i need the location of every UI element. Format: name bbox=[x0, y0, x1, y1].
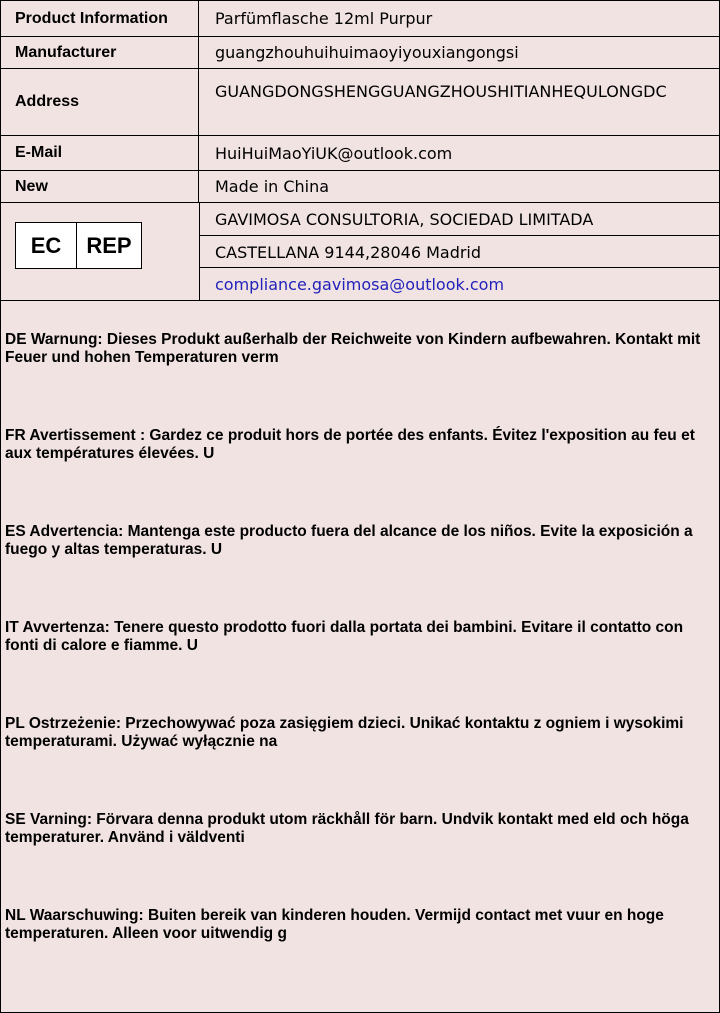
warning-pl: PL Ostrzeżenie: Przechowywać poza zasięgiem dzieci. Unikać kontaktu z ogniem i wysokimi temperaturami. Używać wyłącznie na bbox=[5, 715, 684, 750]
warning-nl: NL Waarschuwing: Buiten bereik van kinderen houden. Vermijd contact met vuur en hoge temperaturen. Alleen voor uitwendig g bbox=[5, 907, 664, 942]
manufacturer-row bbox=[1, 37, 719, 69]
ec-rep-company: GAVIMOSA CONSULTORIA, SOCIEDAD LIMITADA bbox=[200, 203, 719, 236]
product-value: Parfümflasche 12ml Purpur bbox=[215, 9, 433, 28]
address-label: Address bbox=[1, 69, 199, 135]
ec-rep-icon bbox=[15, 222, 142, 269]
email-label: E-Mail bbox=[1, 136, 199, 170]
warning-se: SE Varning: Förvara denna produkt utom räckhåll för barn. Undvik kontakt med eld och höga temperaturer. Använd i väldventi bbox=[5, 811, 689, 846]
email-value: HuiHuiMaoYiUK@outlook.com bbox=[215, 143, 453, 163]
warning-de: DE Warnung: Dieses Produkt außerhalb der Reichweite von Kindern aufbewahren. Kontakt mit Feuer und hohen Temperaturen verm bbox=[5, 331, 701, 366]
ec-rep-email-link[interactable]: compliance.gavimosa@outlook.com bbox=[215, 275, 505, 294]
rep-text: REP bbox=[86, 232, 132, 258]
email-row bbox=[1, 136, 719, 171]
address-row bbox=[1, 69, 719, 136]
new-value: Made in China bbox=[215, 177, 330, 196]
product-label: Product Information bbox=[1, 1, 199, 36]
ec-rep-row bbox=[1, 203, 719, 301]
ec-text: EC bbox=[16, 223, 77, 268]
manufacturer-value: guangzhouhuihuimaoyiyouxiangongsi bbox=[215, 43, 519, 62]
product-row bbox=[1, 1, 719, 37]
warning-it: IT Avvertenza: Tenere questo prodotto fuori dalla portata dei bambini. Evitare il contatto con fonti di calore e fiamme. U bbox=[5, 619, 684, 654]
ec-rep-address: CASTELLANA 9144,28046 Madrid bbox=[200, 237, 719, 268]
new-label: New bbox=[1, 171, 199, 202]
warning-es: ES Advertencia: Mantenga este producto fuera del alcance de los niños. Evite la exposición a fuego y altas temperaturas. U bbox=[5, 523, 693, 558]
manufacturer-label: Manufacturer bbox=[1, 37, 199, 68]
new-row bbox=[1, 171, 719, 203]
warning-fr: FR Avertissement : Gardez ce produit hors de portée des enfants. Évitez l'exposition au feu et aux températures élevées. U bbox=[5, 427, 695, 462]
ec-rep-symbol-cell bbox=[1, 203, 200, 300]
address-value: GUANGDONGSHENGGUANGZHOUSHITIANHEQULONGDC bbox=[215, 82, 667, 101]
